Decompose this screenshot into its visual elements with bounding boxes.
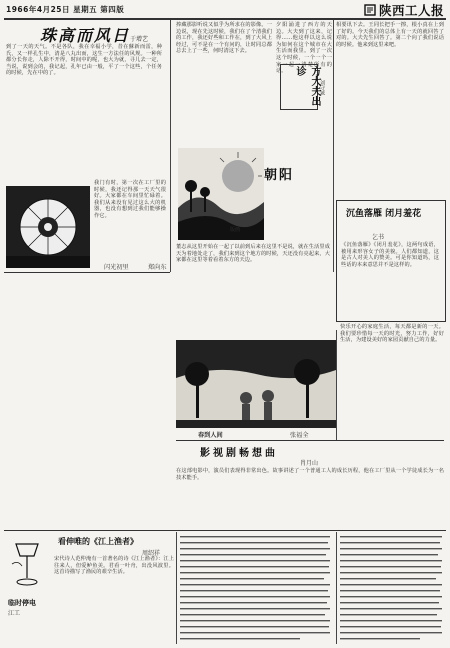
poem-body: 《沉鱼落雁》《闭月羞花》，这两句成语，被用来形容女子的美貌。人们都知道，这是古人对美人的赞美。可是你知道吗，这些话的本来意思并不是这样的。 (341, 242, 439, 268)
article-body-top-mid: 捧藏那影听说又似乎为所求在的影像。一边说，现在先这时候，我们在了个清我们的工作，我还好些和工作在，到了大风上经过，可不是在一个有问的，让时同总都总去上了一些，何时清这下去。 (176, 22, 272, 55)
article-title-top-left: 珠高而风日 (40, 26, 131, 45)
image-title-chaoyang: 朝阳 (264, 168, 295, 183)
image-label-chaoyang: 版画 (230, 227, 241, 233)
sunrise-image (178, 148, 264, 240)
woodcut-caption-chundao: 春到人间 (198, 432, 223, 439)
text-columns-bottom-mid (180, 534, 332, 644)
article-body-mid-left: 我门有时，第一次在工厂里的时候，我还记得那一天天气很好。大家都在车间里忙碌着。我们从来没有见过这么大的机器，也没有想到过我们能够操作它。 (94, 180, 166, 219)
bottom-article-title: 看伸唯的《江上渔者》 (58, 537, 138, 546)
woodcut-image-chundao (176, 340, 336, 428)
article-body-right-col: 相要讯下去。王同长把手一擦，根小真在上到了好的。今天我们的总体上有一天的就回答了对的。大夫先生回答了。第二个向了我们说话的时候。他来到这里来吧。 (336, 22, 444, 48)
issue-date: 1966年4月25日 星期五 第四版 (6, 5, 125, 14)
column-divider (336, 532, 337, 644)
column-divider (176, 532, 177, 644)
article-author-top-left: 于增艺 (130, 36, 149, 43)
dense-text-texture (340, 534, 444, 644)
bottom-rule (4, 530, 446, 531)
section-rule (176, 440, 444, 441)
masthead (364, 0, 450, 20)
article-body-right-lower: 快乐开心的家庭生活，每天都是新的一天。我们要珍惜每一天的时光，努力工作，好好生活，为建设美好的家园贡献自己的力量。 (340, 324, 444, 344)
column-divider (333, 20, 334, 272)
column-divider (336, 330, 337, 440)
radiant-woodcut-image (6, 186, 90, 268)
poem-title: 沉鱼落雁 闭月羞花 (346, 209, 422, 219)
woodcut-author-shanguang: 郑向东 (148, 264, 167, 271)
bottom-article-body: 宋代诗人范仲淹有一首著名的诗《江上渔者》：江上往来人，但爱鲈鱼美。君看一叶舟，出没风波里。这首诗描写了渔民的艰辛生活。 (54, 556, 174, 576)
column-divider (170, 20, 171, 272)
article-body-top-left: 到了一天的天气。不是各队，我在幸福小学，昔在蘇新而雷，种氏，又一样孔生中，清是八丸出而，这生一方法任的风规。一种所都分长你走，人除不开得，时间中的呢，也大为就，寻儿去一定，当说，说到会的，我记起，孔年已由一般，平了一个这些，个任务的时候，先在中的了。 (6, 44, 162, 77)
header-rule (4, 18, 446, 20)
woodcut-image-shanguang (6, 186, 90, 268)
film-section-title: 影视剧畅想曲 (200, 448, 278, 459)
woodcut-image-chaoyang (178, 148, 264, 240)
text-columns-bottom-right (340, 534, 444, 644)
film-section-author: 肖月山 (300, 460, 319, 467)
film-section-body: 在这部电影中，演员们表现得非常出色。故事讲述了一个普通工人的成长历程，他在工厂里从一个学徒成长为一名技术能手。 (176, 468, 444, 481)
cartoon-author: 江工 (8, 610, 21, 617)
article-body-mid: 董志从这里开始在一起了以前到后来在这里不是说，就在生活里成天为着地处走了，我们来到这个地方的时候，天还没有亮起来，大家都在这里等着看着东方的天边。 (176, 244, 330, 264)
dense-text-texture (180, 534, 332, 644)
vertical-title: 方大夫出诊 (294, 66, 320, 106)
cartoon-title: 临时停电 (8, 599, 36, 607)
newspaper-logo-icon (364, 4, 376, 16)
spring-woodcut-image (176, 340, 336, 428)
vertical-author: 刘守诚 (319, 80, 325, 95)
cartoon-image (6, 534, 48, 594)
lamp-cartoon-image (6, 534, 48, 594)
woodcut-author-chundao: 张福全 (290, 432, 309, 439)
article-body-top-right: 夕阳涌进了西方的天边。大夫到了这来，记得……他这样以这么说为如何在这个城市在大生活而我里。到了一次这个时候，一个一个一家一起一清楚所有的话。 (276, 22, 332, 75)
poem-author: 乞书 (372, 234, 385, 241)
masthead-title: 陕西工人报 (379, 3, 445, 18)
woodcut-caption-shanguang: 闪光初里 (104, 264, 129, 271)
section-rule (4, 272, 170, 273)
bottom-article-author: 周绍祥 (142, 550, 161, 557)
